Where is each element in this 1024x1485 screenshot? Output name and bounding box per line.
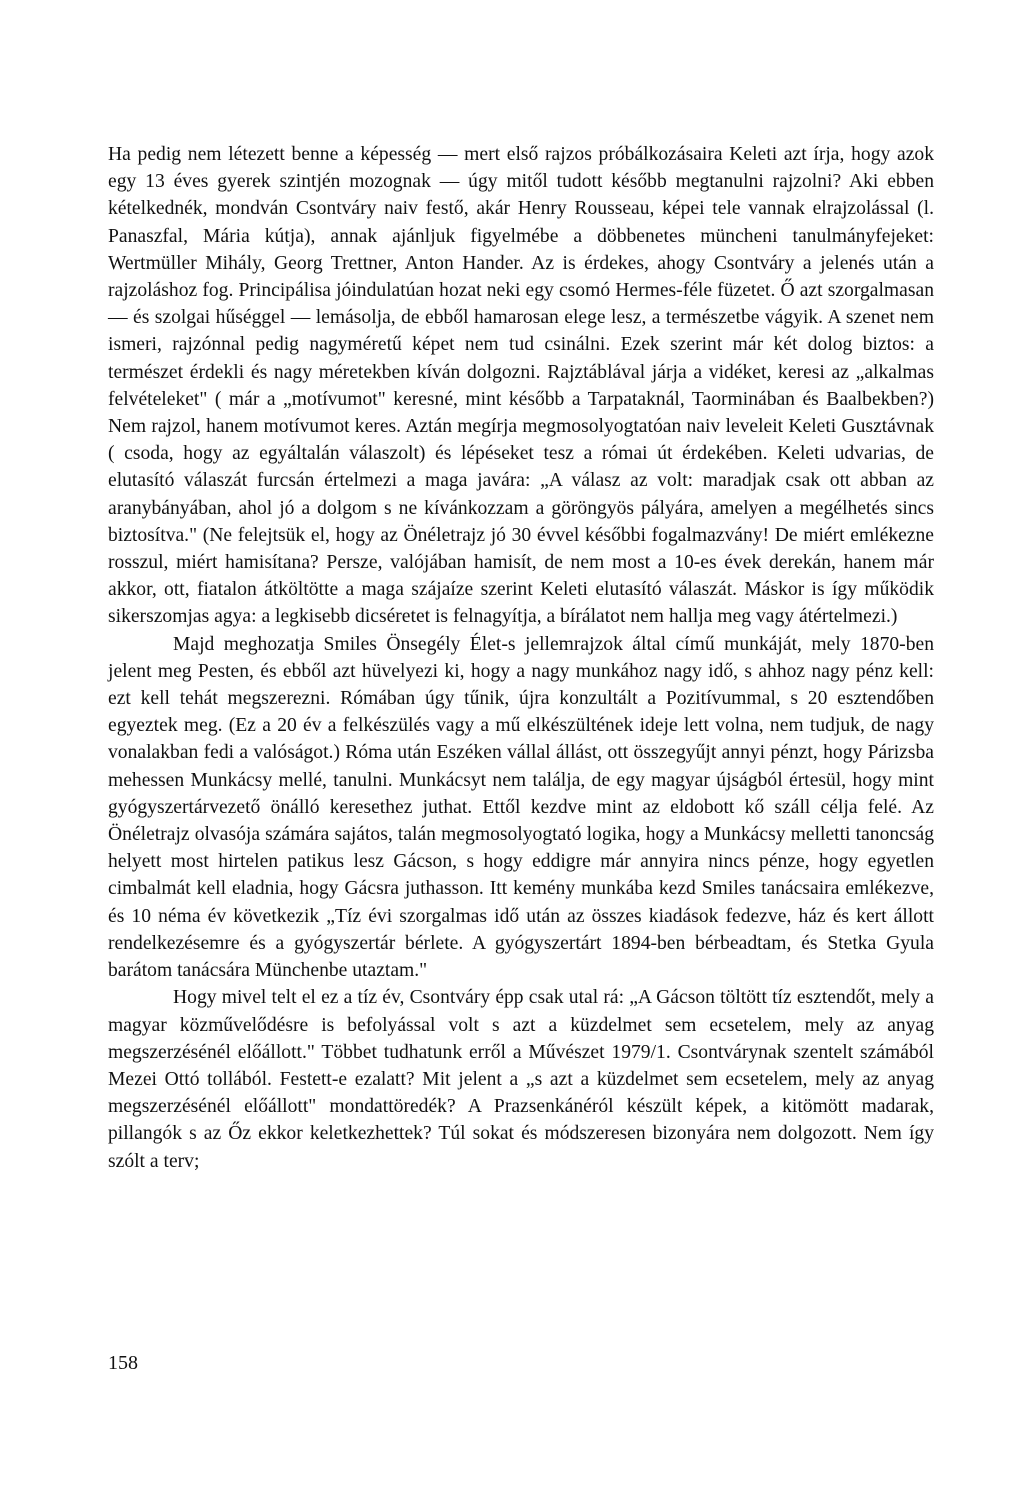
page-body [108, 141, 934, 1175]
paragraph-1: Ha pedig nem létezett benne a képesség — mert első rajzos próbálkozásaira Keleti azt írja, hogy azok egy 13 éves gyerek szintjén mozognak — úgy mitől tudott később megtanulni rajzolni? Aki ebben kételkednék, mondván Csontváry naiv festő, akár Henry Rousseau, képei tele vannak elrajzolással (l. Panaszfal, Mária kútja), annak ajánljuk figyelmébe a döbbenetes müncheni tanulmányfejeket: Wertmüller Mihály, Georg Trettner, Anton Hander. Az is érdekes, ahogy Csontváry a jelenés után a rajzoláshoz fog. Principálisa jóindulatúan hozat neki egy csomó Hermes-féle füzetet. Ő azt szorgalmasan — és szolgai hűséggel — lemásolja, de ebből hamarosan elege lesz, a természetbe vágyik. A szenet nem ismeri, rajzónnal pedig nagyméretű képet nem tud csinálni. Ezek szerint már két dolog biztos: a természet érdekli és nagy méretekben kíván dolgozni. Rajztáblával járja a vidéket, keresi az „alkalmas felvételeket" ( már a „motívumot" keresné, mint később a Tarpataknál, Taorminában és Baalbekben?) Nem rajzol, hanem motívumot keres. Aztán megírja megmosolyogtatóan naiv leveleit Keleti Gusztávnak ( csoda, hogy az egyáltalán válaszolt) és lépéseket tesz a római út érdekében. Keleti udvarias, de elutasító válaszát furcsán értelmezi a maga javára: „A válasz az volt: maradjak csak ott abban az aranybányában, ahol jó a dolgom s ne kívánkozzam a göröngyös pályára, amelyen a megélhetés sincs biztosítva." (Ne felejtsük el, hogy az Önéletrajz jó 30 évvel későbbi fogalmazvány! De miért emlékezne rosszul, miért hamisítana? Persze, valójában hamisít, de nem most a 10-es évek derekán, hanem már akkor, ott, fiatalon átköltötte a maga szájaíze szerint Keleti elutasító válaszát. Máskor is így működik sikerszomjas agya: a legkisebb dicséretet is felnagyítja, a bírálatot nem hallja meg vagy átértelmezi.) [108, 144, 934, 628]
paragraph-2: Majd meghozatja Smiles Önsegély Élet-s jellemrajzok által című munkáját, mely 1870-ben jelent meg Pesten, és ebből azt hüvelyezi ki, hogy a nagy munkához nagy idő, s ahhoz nagy pénz kell: ezt kell tehát megszerezni. Rómában úgy tűnik, újra konzultált a Pozitívummal, s 20 esztendőben egyeztek meg. (Ez a 20 év a felkészülés vagy a mű elkészültének ideje lett volna, nem tudjuk, de nagy vonalakban fedi a valóságot.) Róma után Eszéken vállal állást, ott összegyűjt annyi pénzt, hogy Párizsba mehessen Munkácsy mellé, tanulni. Munkácsyt nem találja, de egy magyar újságból értesül, hogy mint gyógyszertárvezető önálló keresethez juthat. Ettől kezdve mint az eldobott kő száll célja felé. Az Önéletrajz olvasója számára sajátos, talán megmosolyogtató logika, hogy a Munkácsy melletti tanoncság helyett most hirtelen patikus lesz Gácson, s hogy eddigre már annyira nincs pénze, hogy egyetlen cimbalmát kell eladnia, hogy Gácsra juthasson. Itt kemény munkába kezd Smiles tanácsaira emlékezve, és 10 néma év következik „Tíz évi szorgalmas idő után az összes kiadások fedezve, ház és kert állott rendelkezésemre és a gyógyszertár bérlete. A gyógyszertárt 1894-ben bérbeadtam, és Stetka Gyula barátom tanácsára Münchenbe utaztam." [108, 633, 934, 982]
paragraph-3: Hogy mivel telt el ez a tíz év, Csontváry épp csak utal rá: „A Gácson töltött tíz esztendőt, mely a magyar közművelődésre is befolyással volt s azt a küzdelmet sem ecsetelem, mely az anyag megszerzésénél előállott." Többet tudhatunk erről a Művészet 1979/1. Csontvárynak szentelt számából Mezei Ottó tollából. Festett-e ezalatt? Mit jelent a „s azt a küzdelmet sem ecsetelem, mely az anyag megszerzésénél előállott" mondattöredék? A Prazsenkánéról készült képek, a kitömött madarak, pillangók s az Őz ekkor keletkezhettek? Túl sokat és módszeresen bizonyára nem dolgozott. Nem így szólt a terv; [108, 987, 934, 1172]
page-number: 158 [108, 1352, 138, 1374]
